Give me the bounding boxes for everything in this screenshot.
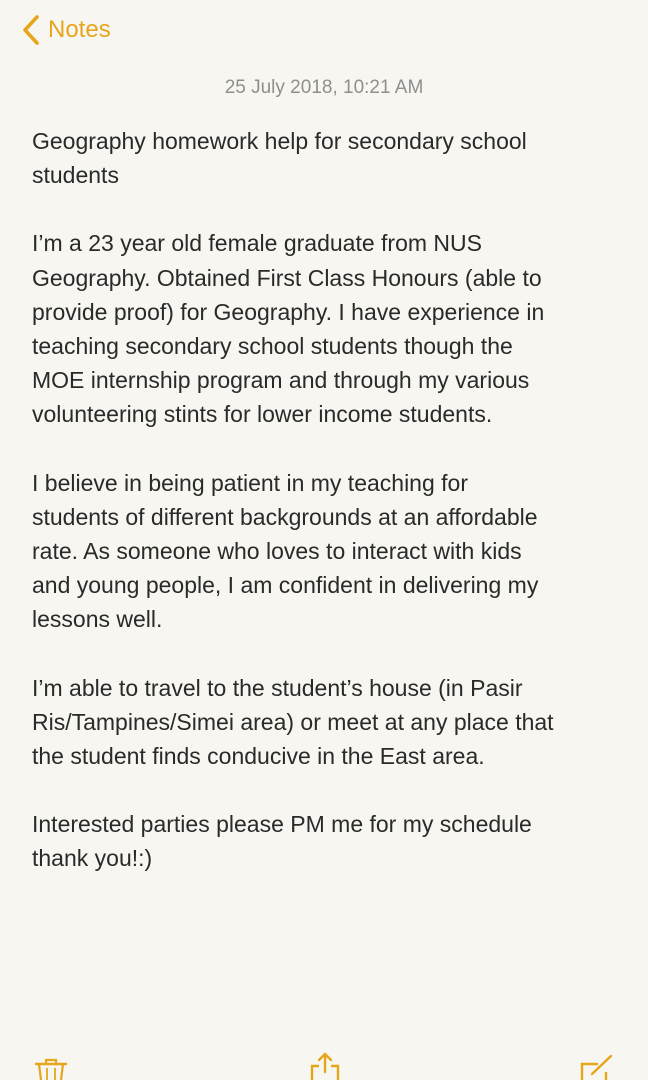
note-line: I’m able to travel to the student’s house (in Pasir <box>32 674 523 701</box>
note-paragraph <box>32 226 622 431</box>
note-paragraph <box>32 807 622 875</box>
note-line: Ris/Tampines/Simei area) or meet at any place that <box>32 708 554 735</box>
note-line: Geography homework help for secondary school <box>32 128 527 154</box>
note-line: thank you!:) <box>32 845 153 872</box>
note-paragraph <box>32 124 622 192</box>
note-line: I’m a 23 year old female graduate from NUS <box>32 230 482 257</box>
note-line: I believe in being patient in my teaching for <box>32 469 468 496</box>
note-line: Interested parties please PM me for my schedule <box>32 811 532 838</box>
note-line: and young people, I am confident in delivering my <box>32 572 539 599</box>
back-button-label: Notes <box>48 16 111 43</box>
compose-icon <box>578 1052 614 1080</box>
note-line: MOE internship program and through my various <box>32 367 530 394</box>
note-line: Geography. Obtained First Class Honours (able to <box>32 264 542 291</box>
note-paragraph <box>32 671 622 774</box>
navigation-bar <box>0 0 648 62</box>
note-line: provide proof) for Geography. I have experience in <box>32 298 545 325</box>
share-icon <box>308 1052 342 1080</box>
note-line: teaching secondary school students though the <box>32 333 513 360</box>
note-line: the student finds conducive in the East area. <box>32 743 485 770</box>
share-note-button[interactable] <box>308 1052 342 1080</box>
note-date: 25 July 2018, 10:21 AM <box>224 77 424 98</box>
compose-note-button[interactable] <box>578 1052 614 1080</box>
note-line: rate. As someone who loves to interact with kids <box>32 538 522 565</box>
note-line: volunteering stints for lower income students. <box>32 401 493 428</box>
note-body[interactable] <box>32 124 622 910</box>
note-paragraph <box>32 466 622 637</box>
note-line: students of different backgrounds at an affordable <box>32 503 538 530</box>
chevron-left-icon <box>22 14 40 46</box>
note-line: lessons well. <box>32 606 163 633</box>
delete-note-button[interactable] <box>34 1052 68 1080</box>
back-button[interactable] <box>22 12 111 48</box>
trash-icon <box>34 1052 68 1080</box>
bottom-toolbar <box>0 1052 648 1080</box>
note-line: students <box>32 162 119 189</box>
